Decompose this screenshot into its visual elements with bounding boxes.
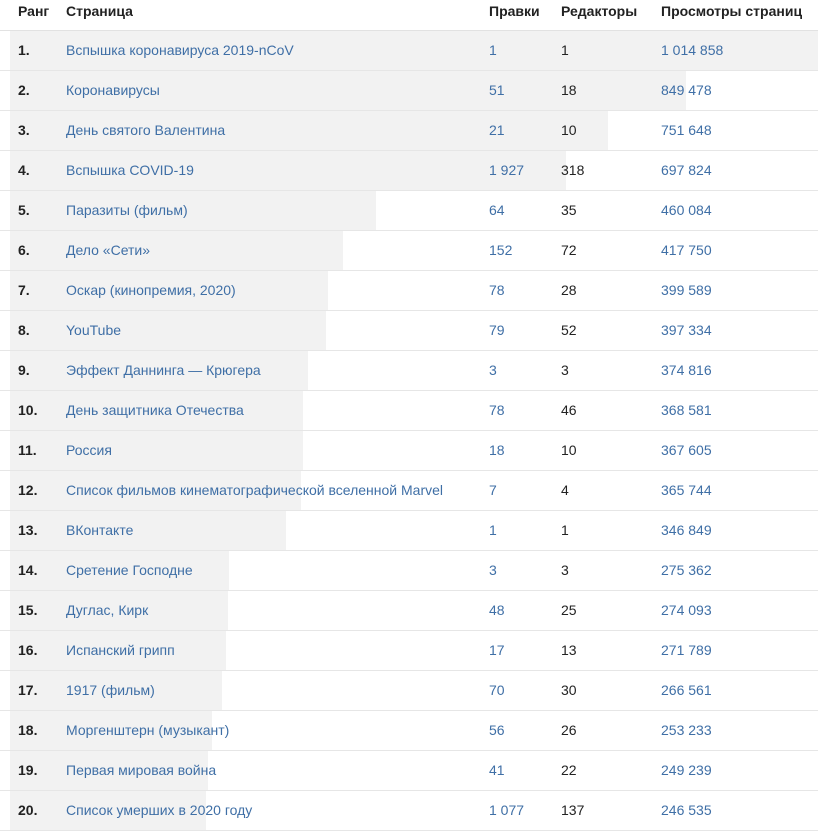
rank-cell: 14.: [18, 562, 38, 578]
page-link[interactable]: Коронавирусы: [66, 82, 160, 98]
table-row: [0, 31, 818, 71]
page-link[interactable]: Паразиты (фильм): [66, 202, 188, 218]
rank-cell: 16.: [18, 642, 38, 658]
table-row: [0, 351, 818, 391]
page-link[interactable]: Моргенштерн (музыкант): [66, 722, 230, 738]
views-link[interactable]: 275 362: [661, 562, 712, 578]
table-row: [0, 71, 818, 111]
rank-cell: 19.: [18, 762, 38, 778]
rank-cell: 13.: [18, 522, 38, 538]
edits-link[interactable]: 7: [489, 482, 497, 498]
table-row: [0, 311, 818, 351]
edits-link[interactable]: 1: [489, 522, 497, 538]
edits-link[interactable]: 152: [489, 242, 513, 258]
editors-cell: 28: [561, 282, 577, 298]
views-link[interactable]: 697 824: [661, 162, 712, 178]
table-row: [0, 151, 818, 191]
rank-cell: 3.: [18, 122, 30, 138]
table-row: [0, 631, 818, 671]
table-row: [0, 791, 818, 831]
rank-cell: 17.: [18, 682, 38, 698]
table-row: [0, 271, 818, 311]
editors-cell: 3: [561, 362, 569, 378]
table-row: [0, 751, 818, 791]
page-link[interactable]: Эффект Даннинга — Крюгера: [66, 362, 261, 378]
table-row: [0, 231, 818, 271]
edits-link[interactable]: 70: [489, 682, 505, 698]
views-link[interactable]: 397 334: [661, 322, 712, 338]
rank-cell: 2.: [18, 82, 30, 98]
editors-cell: 10: [561, 442, 577, 458]
page-link[interactable]: Сретение Господне: [66, 562, 193, 578]
rank-cell: 10.: [18, 402, 38, 418]
views-link[interactable]: 346 849: [661, 522, 712, 538]
rank-cell: 12.: [18, 482, 38, 498]
edits-link[interactable]: 18: [489, 442, 505, 458]
views-link[interactable]: 374 816: [661, 362, 712, 378]
views-link[interactable]: 417 750: [661, 242, 712, 258]
editors-cell: 13: [561, 642, 577, 658]
table-row: [0, 471, 818, 511]
editors-cell: 137: [561, 802, 585, 818]
table-row: [0, 711, 818, 751]
rank-cell: 6.: [18, 242, 30, 258]
views-link[interactable]: 399 589: [661, 282, 712, 298]
views-link[interactable]: 271 789: [661, 642, 712, 658]
table-row: [0, 511, 818, 551]
page-link[interactable]: Дело «Сети»: [66, 242, 151, 258]
edits-link[interactable]: 78: [489, 402, 505, 418]
edits-link[interactable]: 51: [489, 82, 505, 98]
rank-cell: 1.: [18, 42, 30, 58]
page-link[interactable]: 1917 (фильм): [66, 682, 155, 698]
edits-link[interactable]: 21: [489, 122, 505, 138]
rank-cell: 7.: [18, 282, 30, 298]
table-body: [0, 31, 818, 831]
views-link[interactable]: 266 561: [661, 682, 712, 698]
rank-cell: 15.: [18, 602, 38, 618]
edits-link[interactable]: 64: [489, 202, 505, 218]
page-link[interactable]: Россия: [66, 442, 112, 458]
edits-link[interactable]: 1 927: [489, 162, 525, 178]
page-link[interactable]: Испанский грипп: [66, 642, 175, 658]
editors-cell: 1: [561, 522, 569, 538]
page-link[interactable]: Вспышка коронавируса 2019-nCoV: [66, 42, 294, 58]
table-row: [0, 111, 818, 151]
views-bar: [10, 191, 376, 230]
rank-cell: 20.: [18, 802, 38, 818]
page-link[interactable]: Первая мировая война: [66, 762, 217, 778]
views-bar: [10, 511, 286, 550]
edits-link[interactable]: 41: [489, 762, 505, 778]
page-link[interactable]: Список умерших в 2020 году: [66, 802, 253, 818]
edits-link[interactable]: 17: [489, 642, 505, 658]
page-link[interactable]: Вспышка COVID-19: [66, 162, 194, 178]
rank-cell: 18.: [18, 722, 38, 738]
table-row: [0, 391, 818, 431]
views-bar: [10, 431, 303, 470]
page-column-header[interactable]: Страница: [66, 3, 133, 19]
editors-cell: 1: [561, 42, 569, 58]
editors-cell: 18: [561, 82, 577, 98]
table-row: [0, 591, 818, 631]
page-link[interactable]: День защитника Отечества: [66, 402, 244, 418]
edits-link[interactable]: 1 077: [489, 802, 525, 818]
rank-cell: 9.: [18, 362, 30, 378]
table-row: [0, 191, 818, 231]
page-link[interactable]: Список фильмов кинематографической вселенной Marvel: [66, 482, 444, 498]
rank-cell: 11.: [18, 442, 37, 458]
views-link[interactable]: 246 535: [661, 802, 712, 818]
table-row: [0, 431, 818, 471]
editors-cell: 35: [561, 202, 577, 218]
edits-column-header[interactable]: Правки: [489, 3, 540, 19]
edits-link[interactable]: 48: [489, 602, 505, 618]
views-link[interactable]: 365 744: [661, 482, 712, 498]
views-bar: [10, 311, 326, 350]
rank-column-header[interactable]: Ранг: [18, 3, 50, 19]
table-row: [0, 551, 818, 591]
page-link[interactable]: День святого Валентина: [66, 122, 226, 138]
editors-cell: 3: [561, 562, 569, 578]
views-link[interactable]: 249 239: [661, 762, 712, 778]
edits-link[interactable]: 1: [489, 42, 497, 58]
edits-link[interactable]: 78: [489, 282, 505, 298]
editors-cell: 318: [561, 162, 585, 178]
editors-cell: 72: [561, 242, 577, 258]
editors-cell: 22: [561, 762, 577, 778]
page-link[interactable]: ВКонтакте: [66, 522, 134, 538]
rank-cell: 5.: [18, 202, 30, 218]
editors-column-header[interactable]: Редакторы: [561, 3, 638, 19]
edits-link[interactable]: 3: [489, 362, 497, 378]
editors-cell: 30: [561, 682, 577, 698]
rank-cell: 4.: [18, 162, 30, 178]
editors-cell: 25: [561, 602, 577, 618]
editors-cell: 52: [561, 322, 577, 338]
editors-cell: 26: [561, 722, 577, 738]
views-link[interactable]: 1 014 858: [661, 42, 724, 58]
views-link[interactable]: 751 648: [661, 122, 712, 138]
page-link[interactable]: Оскар (кинопремия, 2020): [66, 282, 236, 298]
views-link[interactable]: 849 478: [661, 82, 712, 98]
rank-cell: 8.: [18, 322, 30, 338]
editors-cell: 46: [561, 402, 577, 418]
edits-link[interactable]: 79: [489, 322, 505, 338]
views-link[interactable]: 460 084: [661, 202, 712, 218]
edits-link[interactable]: 3: [489, 562, 497, 578]
table-header: [0, 0, 818, 31]
views-link[interactable]: 368 581: [661, 402, 712, 418]
table-row: [0, 671, 818, 711]
edits-link[interactable]: 56: [489, 722, 505, 738]
page-link[interactable]: YouTube: [66, 322, 122, 338]
editors-cell: 4: [561, 482, 569, 498]
views-bar: [10, 231, 343, 270]
views-link[interactable]: 367 605: [661, 442, 712, 458]
views-link[interactable]: 253 233: [661, 722, 712, 738]
views-link[interactable]: 274 093: [661, 602, 712, 618]
page-link[interactable]: Дуглас, Кирк: [66, 602, 149, 618]
editors-cell: 10: [561, 122, 577, 138]
views-column-header[interactable]: Просмотры страниц: [661, 3, 803, 19]
